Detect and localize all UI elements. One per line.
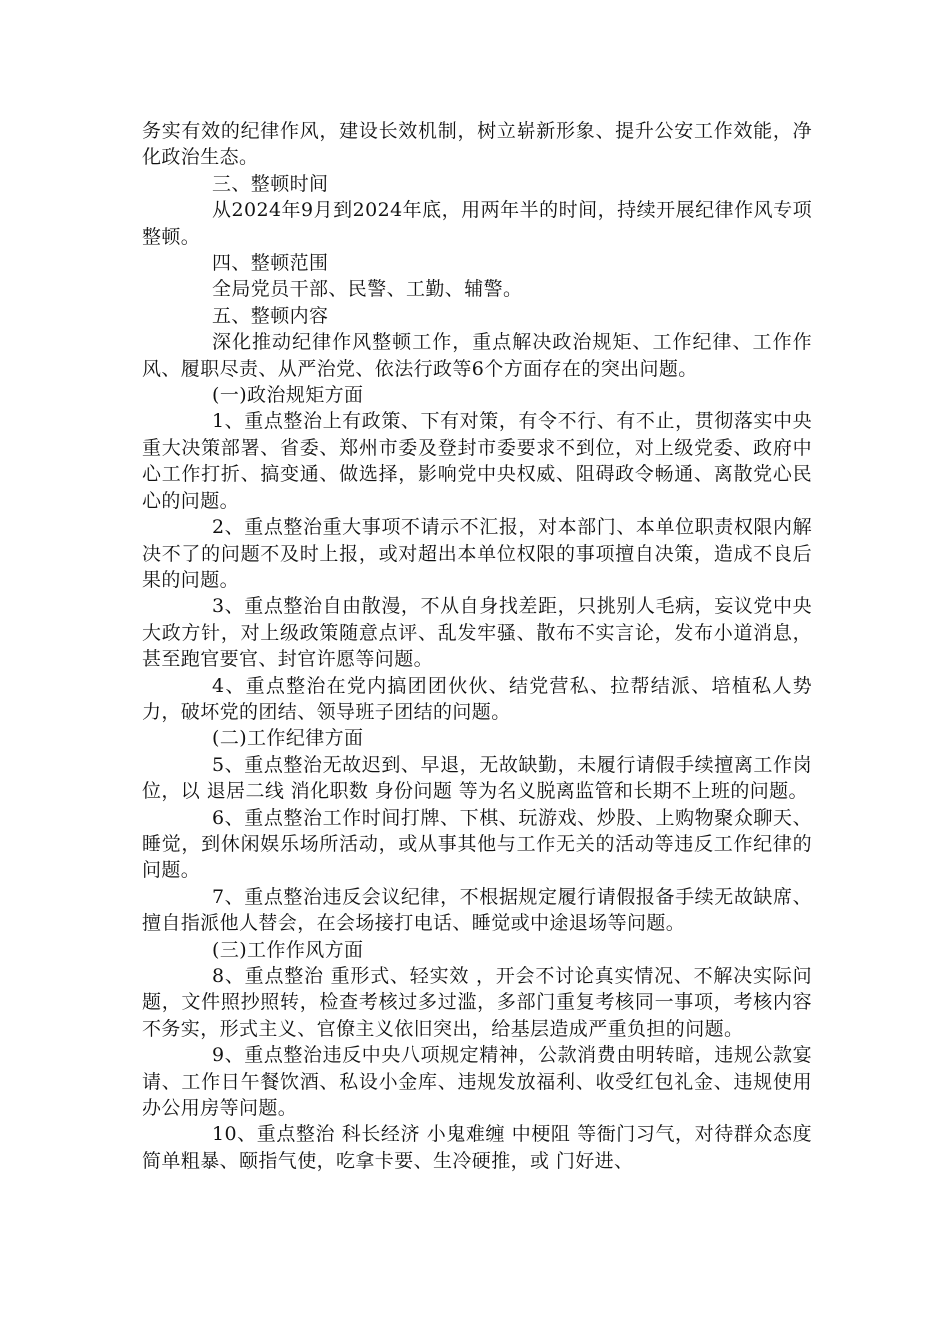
subheading-work-discipline: (二)工作纪律方面 [212, 727, 364, 750]
list-item-3: 3、重点整治自由散漫，不从自身找差距，只挑别人毛病，妄议党中央大政方针，对上级政策随意点评、乱发牢骚、散布不实言论，发布小道消息，甚至跑官要官、封官许愿等问题。 [142, 595, 812, 671]
paragraph-rectification-content: 深化推动纪律作风整顿工作，重点解决政治规矩、工作纪律、工作作风、履职尽责、从严治党、依法行政等6个方面存在的突出问题。 [142, 331, 812, 380]
paragraph-rectification-time: 从2024年9月到2024年底，用两年半的时间，持续开展纪律作风专项整顿。 [142, 199, 812, 248]
heading-rectification-scope: 四、整顿范围 [212, 252, 329, 275]
paragraph-intro-continuation: 务实有效的纪律作风，建设长效机制，树立崭新形象、提升公安工作效能，净化政治生态。 [142, 120, 812, 169]
list-item-9: 9、重点整治违反中央八项规定精神，公款消费由明转暗，违规公款宴请、工作日午餐饮酒、私设小金库、违规发放福利、收受红包礼金、违规使用办公用房等问题。 [142, 1044, 812, 1120]
heading-rectification-time: 三、整顿时间 [212, 172, 329, 195]
heading-rectification-content: 五、整顿内容 [212, 304, 329, 327]
list-item-5: 5、重点整治无故迟到、早退，无故缺勤，未履行请假手续擅离工作岗位，以 退居二线 消化职数 身份问题 等为名义脱离监管和长期不上班的问题。 [142, 753, 812, 803]
list-item-4: 4、重点整治在党内搞团团伙伙、结党营私、拉帮结派、培植私人势力，破坏党的团结、领导班子团结的问题。 [142, 674, 812, 723]
list-item-8: 8、重点整治 重形式、轻实效 ，开会不讨论真实情况、不解决实际问题，文件照抄照转，检查考核过多过滥，多部门重复考核同一事项，考核内容不务实，形式主义、官僚主义依旧突出，给基层造成严重负担的问题。 [142, 965, 812, 1040]
list-item-6: 6、重点整治工作时间打牌、下棋、玩游戏、炒股、上购物聚众聊天、睡觉，到休闲娱乐场所活动，或从事其他与工作无关的活动等违反工作纪律的问题。 [142, 806, 812, 882]
list-item-7: 7、重点整治违反会议纪律，不根据规定履行请假报备手续无故缺席、擅自指派他人替会，在会场接打电话、睡觉或中途退场等问题。 [142, 885, 812, 935]
list-item-2: 2、重点整治重大事项不请示不汇报，对本部门、本单位职责权限内解决不了的问题不及时上报，或对超出本单位权限的事项擅自决策，造成不良后果的问题。 [142, 516, 812, 591]
list-item-10: 10、重点整治 科长经济 小鬼难缠 中梗阻 等衙门习气，对待群众态度简单粗暴、颐指气使，吃拿卡要、生冷硬推，或 门好进、 [142, 1123, 812, 1172]
subheading-political-rules: (一)政治规矩方面 [212, 384, 364, 407]
paragraph-rectification-scope: 全局党员干部、民警、工勤、辅警。 [212, 278, 523, 301]
document-body [142, 118, 812, 1174]
subheading-work-style: (三)工作作风方面 [212, 938, 364, 961]
list-item-1: 1、重点整治上有政策、下有对策，有令不行、有不止，贯彻落实中央重大决策部署、省委、郑州市委及登封市委要求不到位，对上级党委、政府中心工作打折、搞变通、做选择，影响党中央权威、阻碍政令畅通、离散党心民心的问题。 [142, 410, 812, 512]
